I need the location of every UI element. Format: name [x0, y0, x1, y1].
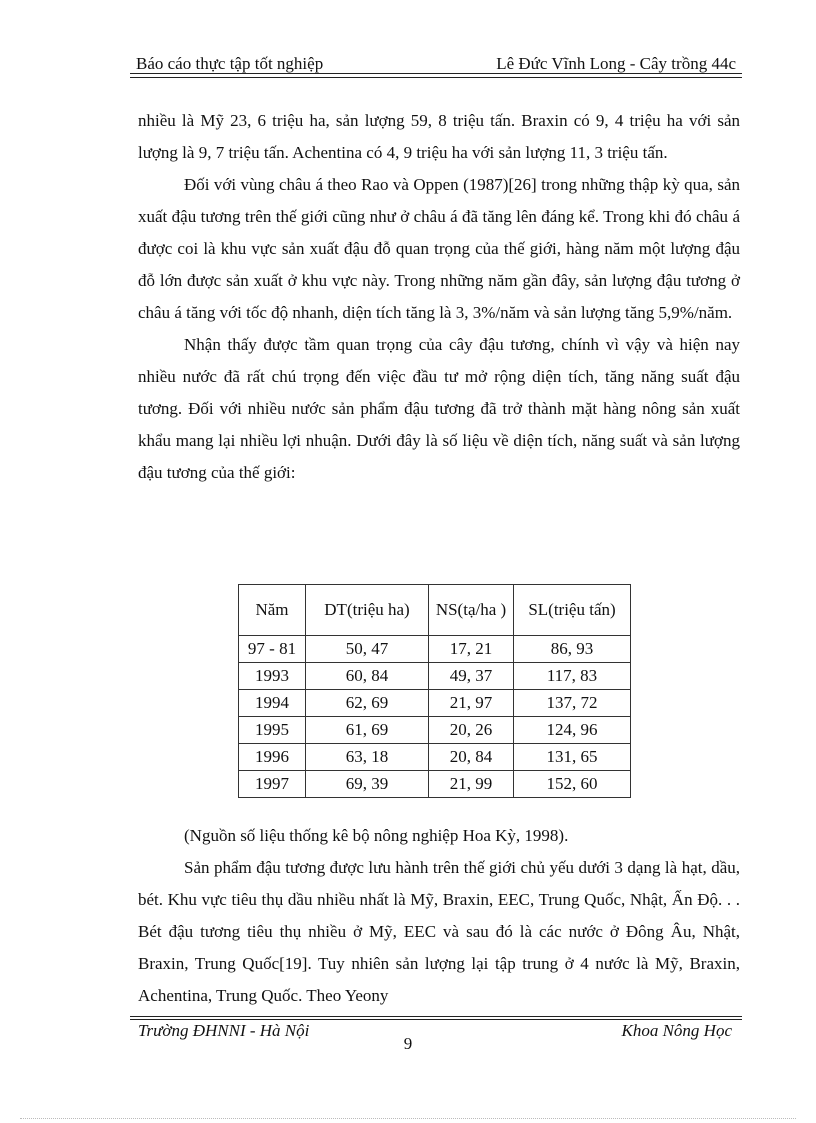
paragraph-asia-production: Đối với vùng châu á theo Rao và Oppen (1987)[26] trong những thập kỳ qua, sản xuất đậu tương trên thế giới cũng như ở châu á đã tăng lên đáng kể. Trong khi đó châu á được coi là khu vực sản xuất đậu đỗ quan trọng của thế giới, hàng năm một lượng đậu đỗ lớn được sản xuất ở khu vực này. Trong những năm gần đây, sản lượng đậu tương ở châu á tăng với tốc độ nhanh, diện tích tăng là 3, 3%/năm và sản lượng tăng 5,9%/năm.: [138, 175, 740, 322]
table-row: [239, 663, 631, 690]
paragraph-product-forms: Sản phẩm đậu tương được lưu hành trên thế giới chủ yếu dưới 3 dạng là hạt, dầu, bét. Khu vực tiêu thụ dầu nhiều nhất là Mỹ, Braxin, EEC, Trung Quốc, Nhật, Ấn Độ. . . Bét đậu tương tiêu thụ nhiều ở Mỹ, EEC và sau đó là các nước ở Đông Âu, Nhật, Braxin, Trung Quốc[19]. Tuy nhiên sản lượng lại tập trung ở 4 nước là Mỹ, Braxin, Achentina, Trung Quốc. Theo Yeony: [138, 858, 740, 1005]
cell-output: 131, 65: [514, 744, 631, 771]
cell-output: 117, 83: [514, 663, 631, 690]
table-row: [239, 717, 631, 744]
page-header: [136, 46, 736, 74]
cell-output: 137, 72: [514, 690, 631, 717]
cell-area: 50, 47: [306, 636, 429, 663]
lower-body-text: [138, 820, 740, 1012]
header-yield: NS(tạ/ha ): [429, 585, 514, 636]
soybean-statistics-table: [238, 584, 631, 798]
body-text: [138, 105, 740, 489]
cell-area: 60, 84: [306, 663, 429, 690]
cell-output: 86, 93: [514, 636, 631, 663]
header-year: Năm: [239, 585, 306, 636]
table-header-row: [239, 585, 631, 636]
cell-area: 62, 69: [306, 690, 429, 717]
cell-year: 97 - 81: [239, 636, 306, 663]
cell-area: 61, 69: [306, 717, 429, 744]
cell-area: 69, 39: [306, 771, 429, 798]
footer-faculty: Khoa Nông Học: [621, 1021, 732, 1040]
footer-university: Trường ĐHNNI - Hà Nội: [138, 1021, 310, 1040]
cell-yield: 20, 84: [429, 744, 514, 771]
page-bottom-border: [20, 1118, 796, 1119]
header-divider: [130, 73, 742, 74]
header-report-title: Báo cáo thực tập tốt nghiệp: [136, 54, 324, 73]
cell-output: 152, 60: [514, 771, 631, 798]
cell-year: 1997: [239, 771, 306, 798]
cell-area: 63, 18: [306, 744, 429, 771]
table-row: [239, 636, 631, 663]
header-area: DT(triệu ha): [306, 585, 429, 636]
header-author: Lê Đức Vĩnh Long - Cây trồng 44c: [496, 54, 736, 73]
cell-yield: 49, 37: [429, 663, 514, 690]
cell-year: 1995: [239, 717, 306, 744]
cell-yield: 21, 97: [429, 690, 514, 717]
cell-year: 1994: [239, 690, 306, 717]
paragraph-importance: Nhận thấy được tầm quan trọng của cây đậu tương, chính vì vậy và hiện nay nhiều nước đã rất chú trọng đến việc đầu tư mở rộng diện tích, tăng năng suất đậu tương. Đối với nhiều nước sản phẩm đậu tương đã trở thành mặt hàng nông sản xuất khẩu mang lại nhiều lợi nhuận. Dưới đây là số liệu về diện tích, năng suất và sản lượng đậu tương của thế giới:: [138, 335, 740, 482]
page-number: 9: [403, 1034, 413, 1053]
source-note: (Nguồn số liệu thống kê bộ nông nghiệp Hoa Kỳ, 1998).: [184, 826, 569, 845]
cell-yield: 17, 21: [429, 636, 514, 663]
cell-output: 124, 96: [514, 717, 631, 744]
footer-divider: [130, 1019, 742, 1020]
table-row: [239, 690, 631, 717]
footer-divider-thin: [130, 1016, 742, 1017]
table-row: [239, 744, 631, 771]
cell-year: 1993: [239, 663, 306, 690]
paragraph-continuation: nhiều là Mỹ 23, 6 triệu ha, sản lượng 59, 8 triệu tấn. Braxin có 9, 4 triệu ha với sản lượng là 9, 7 triệu tấn. Achentina có 4, 9 triệu ha với sản lượng 11, 3 triệu tấn.: [138, 111, 740, 162]
cell-yield: 21, 99: [429, 771, 514, 798]
header-output: SL(triệu tấn): [514, 585, 631, 636]
table-row: [239, 771, 631, 798]
cell-year: 1996: [239, 744, 306, 771]
header-divider-thin: [130, 77, 742, 78]
cell-yield: 20, 26: [429, 717, 514, 744]
